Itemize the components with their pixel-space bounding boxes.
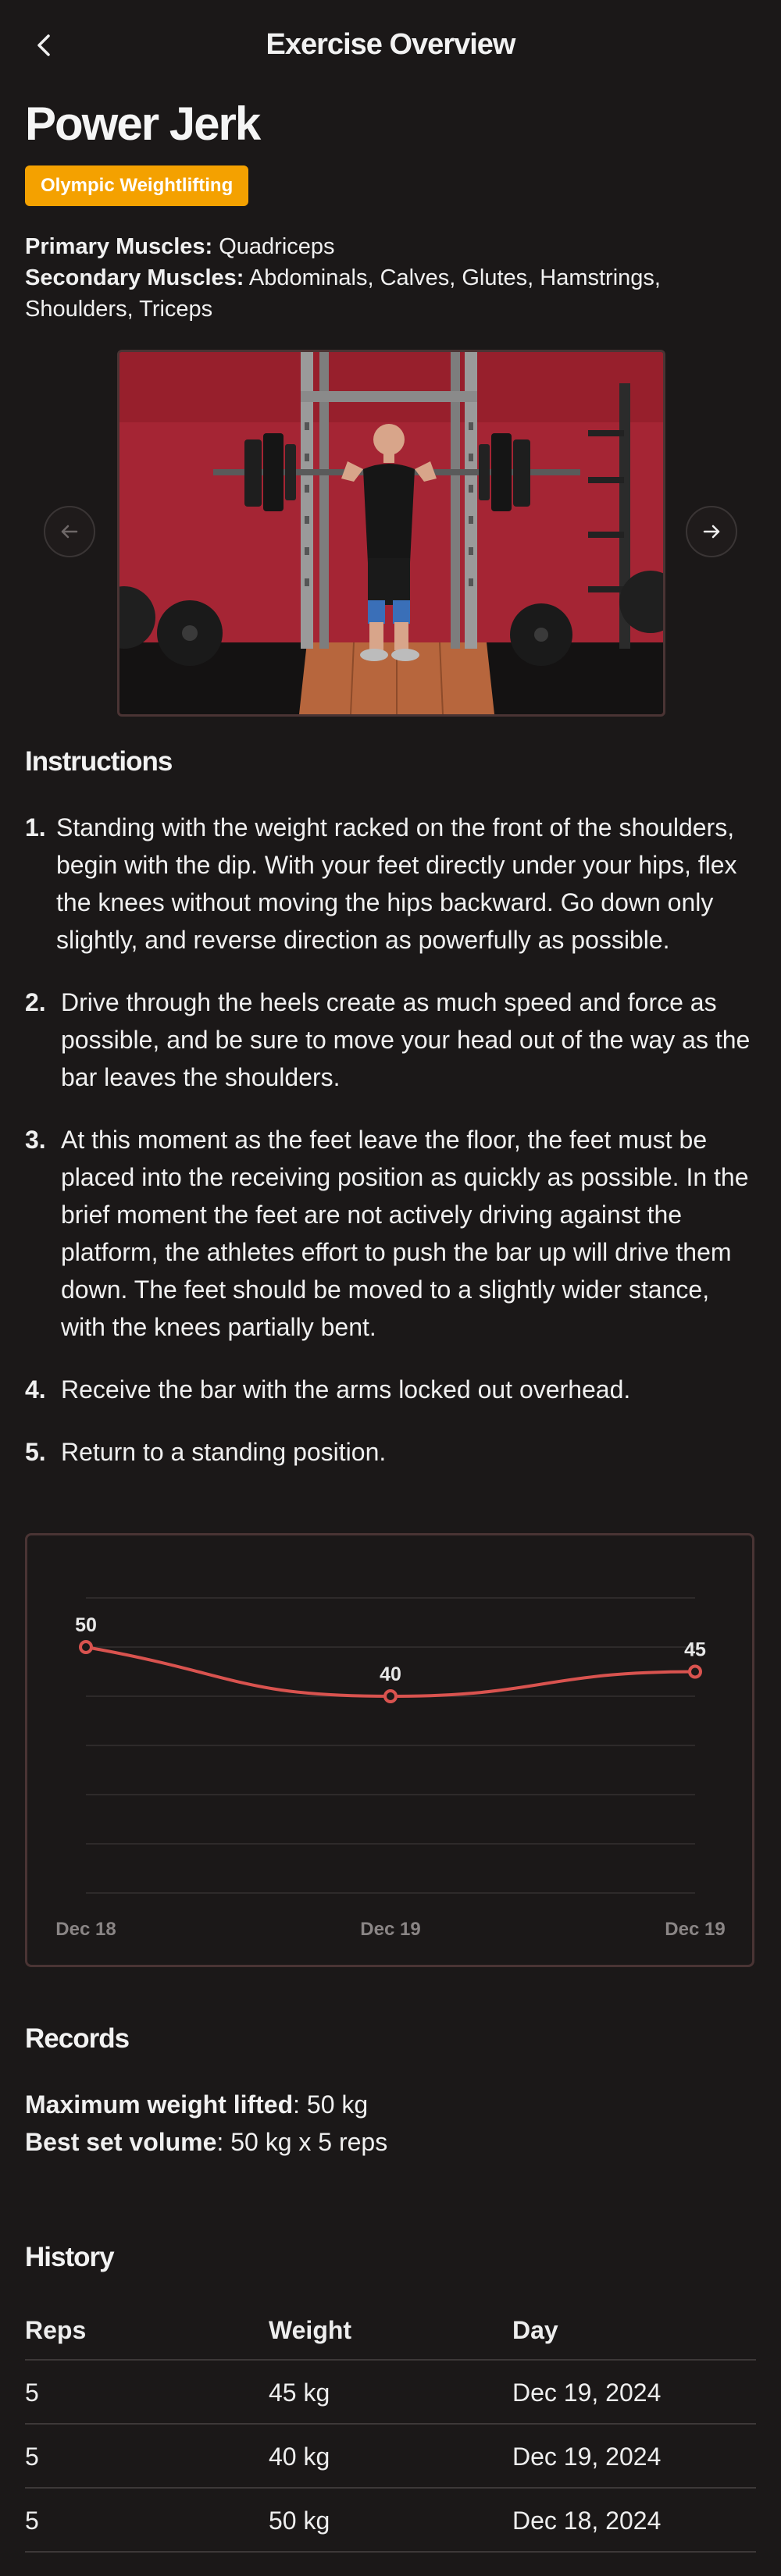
table-row: [25, 2489, 756, 2553]
max-weight-record: [25, 2086, 759, 2123]
chart-data-label: 40: [380, 1663, 401, 1685]
category-badge: Olympic Weightlifting: [25, 165, 248, 206]
best-set-record: [25, 2123, 759, 2161]
records-section: [25, 2086, 759, 2161]
instruction-step: [25, 1371, 759, 1408]
table-header-row: [25, 2300, 756, 2361]
screen-title: Exercise Overview: [266, 28, 515, 61]
history-table: [25, 2300, 756, 2553]
best-set-value: : 50 kg x 5 reps: [216, 2128, 388, 2156]
reps-cell: 5: [25, 2379, 39, 2407]
primary-muscles-value: Quadriceps: [219, 234, 335, 259]
instructions-list: [25, 809, 759, 1496]
reps-cell: 5: [25, 2443, 39, 2471]
weight-cell: 40 kg: [269, 2443, 330, 2471]
step-number: 3.: [25, 1126, 46, 1154]
exercise-photo: [117, 350, 665, 717]
instruction-step: [25, 1121, 759, 1346]
day-cell: Dec 19, 2024: [512, 2379, 662, 2407]
reps-cell: 5: [25, 2507, 39, 2535]
instruction-step: [25, 1433, 759, 1471]
exercise-name: Power Jerk: [25, 98, 260, 150]
table-row: [25, 2361, 756, 2425]
column-header-weight: Weight: [269, 2316, 352, 2344]
chart-point: [80, 1642, 91, 1653]
max-weight-value: : 50 kg: [293, 2090, 369, 2119]
secondary-muscles-label: Secondary Muscles:: [25, 265, 244, 290]
chart-x-tick-label: Dec 18: [55, 1919, 116, 1940]
step-text: Drive through the heels create as much speed and force as possible, and be sure to move your head out of the way as the bar leaves the shoulders.: [61, 988, 751, 1091]
secondary-muscles-row: [25, 262, 751, 325]
best-set-label: Best set volume: [25, 2128, 217, 2156]
chart-point: [690, 1667, 701, 1678]
chart-plot: [27, 1535, 752, 1965]
step-number: 2.: [25, 988, 46, 1016]
step-number: 1.: [25, 813, 46, 841]
weight-progress-chart: [25, 1533, 754, 1967]
table-row: [25, 2425, 756, 2489]
step-text: Standing with the weight racked on the front of the shoulders, begin with the dip. With your feet directly under your hips, flex the knees without moving the hips backward. Go down only slightly, and reverse direction as powerfully as possible.: [56, 813, 737, 954]
instruction-step: [25, 984, 759, 1096]
day-cell: Dec 19, 2024: [512, 2443, 662, 2471]
chart-data-label: 45: [684, 1638, 706, 1661]
secondary-muscles-value: Abdominals, Calves, Glutes, Hamstrings, Shoulders, Triceps: [25, 265, 661, 322]
weight-cell: 50 kg: [269, 2507, 330, 2535]
exercise-image-carousel: [0, 350, 781, 717]
column-header-day: Day: [512, 2316, 558, 2344]
day-cell: Dec 18, 2024: [512, 2507, 662, 2535]
carousel-next-button[interactable]: [686, 506, 737, 557]
primary-muscles-label: Primary Muscles:: [25, 234, 213, 259]
step-text: Receive the bar with the arms locked out overhead.: [61, 1375, 631, 1404]
exercise-photo-illustration: [119, 352, 663, 714]
step-text: At this moment as the feet leave the floor, the feet must be placed into the receiving position as quickly as possible. In the brief moment the feet are not actively driving against the platform, the athletes effort to push the bar up will drive them down. The feet should be moved to a slightly wider stance, with the knees partially bent.: [61, 1126, 749, 1341]
column-header-reps: Reps: [25, 2316, 87, 2344]
instructions-heading: Instructions: [25, 746, 173, 777]
primary-muscles-row: [25, 231, 751, 262]
step-number: 4.: [25, 1375, 46, 1404]
weight-cell: 45 kg: [269, 2379, 330, 2407]
chart-data-label: 50: [75, 1614, 97, 1636]
step-text: Return to a standing position.: [61, 1438, 387, 1466]
chart-point: [385, 1691, 396, 1702]
records-heading: Records: [25, 2023, 130, 2054]
top-bar: [0, 0, 781, 94]
history-heading: History: [25, 2242, 114, 2272]
chart-x-tick-label: Dec 19: [665, 1919, 726, 1940]
max-weight-label: Maximum weight lifted: [25, 2090, 294, 2119]
muscles-info: [25, 231, 751, 325]
arrow-left-icon: [44, 506, 95, 557]
arrow-right-icon: [686, 506, 737, 557]
step-number: 5.: [25, 1438, 46, 1466]
carousel-prev-button[interactable]: [44, 506, 95, 557]
chart-x-tick-label: Dec 19: [360, 1919, 421, 1940]
instruction-step: [25, 809, 759, 959]
